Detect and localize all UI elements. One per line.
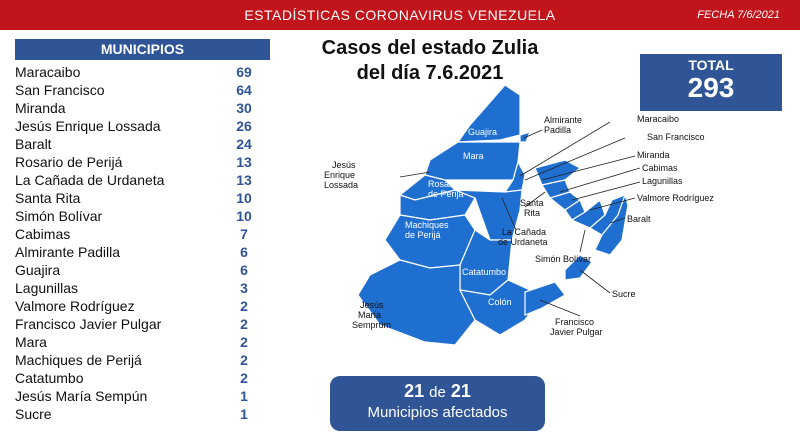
municipio-count: 64 [236, 82, 252, 98]
municipio-name: Maracaibo [15, 64, 81, 80]
municipio-row [15, 297, 270, 315]
label-simon-bolivar: Simón Bolívar [535, 254, 592, 264]
municipio-row [15, 387, 270, 405]
total-value: 293 [687, 72, 735, 103]
municipio-name: Catatumbo [15, 370, 84, 386]
map-title-line2: del día 7.6.2021 [356, 62, 504, 84]
zulia-map [280, 80, 800, 380]
municipio-name: San Francisco [15, 82, 105, 98]
label-maracaibo: Maracaibo [637, 114, 680, 124]
label-jesus-maria-1: Jesús [360, 300, 384, 310]
municipio-name: Sucre [15, 406, 52, 422]
label-pulgar-2: Javier Pulgar [550, 327, 603, 337]
municipio-row [15, 261, 270, 279]
municipio-row [15, 315, 270, 333]
header-title: ESTADÍSTICAS CORONAVIRUS VENEZUELA [244, 7, 556, 23]
municipio-name: Santa Rita [15, 190, 81, 206]
label-almirante-1: Almirante [544, 115, 583, 125]
municipio-count: 6 [240, 244, 248, 260]
affected-total: 21 [450, 381, 471, 401]
label-canada-2: de Urdaneta [498, 237, 548, 247]
municipio-name: Francisco Javier Pulgar [15, 316, 162, 332]
label-jesus-maria-3: Semprúm [352, 320, 392, 330]
label-baralt: Baralt [627, 214, 651, 224]
municipio-name: Rosario de Perijá [15, 154, 123, 170]
municipio-count: 13 [236, 154, 252, 170]
label-catatumbo: Catatumbo [462, 267, 507, 277]
municipio-count: 2 [240, 352, 248, 368]
municipio-count: 24 [236, 136, 252, 152]
municipio-name: Miranda [15, 100, 66, 116]
label-jesus-enrique-1: Jesús [332, 160, 356, 170]
label-mara: Mara [463, 151, 484, 161]
label-sucre: Sucre [612, 289, 636, 299]
municipio-count: 6 [240, 262, 248, 278]
municipio-name: La Cañada de Urdaneta [15, 172, 165, 188]
municipio-name: Jesús Enrique Lossada [15, 118, 161, 134]
affected-count-line [330, 381, 545, 402]
label-machiques-2: de Perijá [405, 230, 441, 240]
municipio-row [15, 351, 270, 369]
municipio-name: Cabimas [15, 226, 71, 242]
municipio-row [15, 369, 270, 387]
label-santa-rita-1: Santa [520, 198, 544, 208]
municipio-count: 3 [240, 280, 248, 296]
municipios-table [15, 63, 270, 423]
municipio-name: Jesús María Sempún [15, 388, 148, 404]
map-title-line1: Casos del estado Zulia [321, 37, 539, 59]
header-date: FECHA 7/6/2021 [697, 9, 780, 21]
municipio-count: 2 [240, 316, 248, 332]
municipio-row [15, 333, 270, 351]
municipio-row [15, 279, 270, 297]
municipio-row [15, 81, 270, 99]
municipio-count: 2 [240, 370, 248, 386]
total-label: TOTAL [688, 57, 734, 73]
municipio-count: 1 [240, 388, 248, 404]
affected-count: 21 [404, 381, 425, 401]
affected-label: Municipios afectados [367, 404, 508, 421]
region-pulgar [525, 282, 565, 315]
label-almirante-2: Padilla [544, 125, 572, 135]
label-rosario-2: de Perijá [428, 189, 464, 199]
label-jesus-enrique-2: Enrique [324, 170, 356, 180]
municipio-count: 30 [236, 100, 252, 116]
header-bar [0, 0, 800, 30]
label-santa-rita-2: Rita [524, 208, 541, 218]
municipio-count: 69 [236, 64, 252, 80]
municipio-row [15, 99, 270, 117]
region-almirante-padilla [520, 132, 530, 142]
label-jesus-enrique-3: Lossada [324, 180, 359, 190]
municipio-count: 26 [236, 118, 252, 134]
label-canada-1: La Cañada [502, 227, 547, 237]
municipio-row [15, 225, 270, 243]
label-machiques-1: Machiques [405, 220, 449, 230]
map-title [295, 36, 565, 86]
affected-of: de [429, 384, 446, 401]
label-san-francisco: San Francisco [647, 132, 705, 142]
label-pulgar-1: Francisco [555, 317, 595, 327]
municipio-count: 2 [240, 334, 248, 350]
municipio-name: Baralt [15, 136, 52, 152]
municipio-name: Lagunillas [15, 280, 79, 296]
label-miranda: Miranda [637, 150, 670, 160]
municipio-row [15, 189, 270, 207]
municipio-count: 1 [240, 406, 248, 422]
label-valmore: Valmore Rodríguez [637, 193, 714, 203]
municipio-row [15, 117, 270, 135]
affected-box [330, 376, 545, 431]
municipio-row [15, 171, 270, 189]
municipio-count: 2 [240, 298, 248, 314]
municipio-name: Mara [15, 334, 47, 350]
municipio-row [15, 63, 270, 81]
label-colon: Colón [488, 297, 512, 307]
municipios-heading: MUNICIPIOS [15, 39, 270, 60]
label-lagunillas: Lagunillas [642, 176, 683, 186]
municipio-count: 10 [236, 190, 252, 206]
municipio-row [15, 153, 270, 171]
label-cabimas: Cabimas [642, 163, 678, 173]
municipio-row [15, 135, 270, 153]
municipio-row [15, 207, 270, 225]
label-guajira: Guajira [468, 127, 498, 137]
municipio-row [15, 243, 270, 261]
municipio-count: 10 [236, 208, 252, 224]
municipio-count: 13 [236, 172, 252, 188]
region-mara [425, 142, 520, 180]
label-rosario-1: Rosario [428, 179, 460, 189]
municipio-row [15, 405, 270, 423]
municipio-name: Simón Bolívar [15, 208, 103, 224]
municipio-name: Almirante Padilla [15, 244, 121, 260]
municipio-count: 7 [240, 226, 248, 242]
label-jesus-maria-2: María [358, 310, 382, 320]
municipio-name: Guajira [15, 262, 61, 278]
municipio-name: Machiques de Perijá [15, 352, 142, 368]
municipio-name: Valmore Rodríguez [15, 298, 135, 314]
